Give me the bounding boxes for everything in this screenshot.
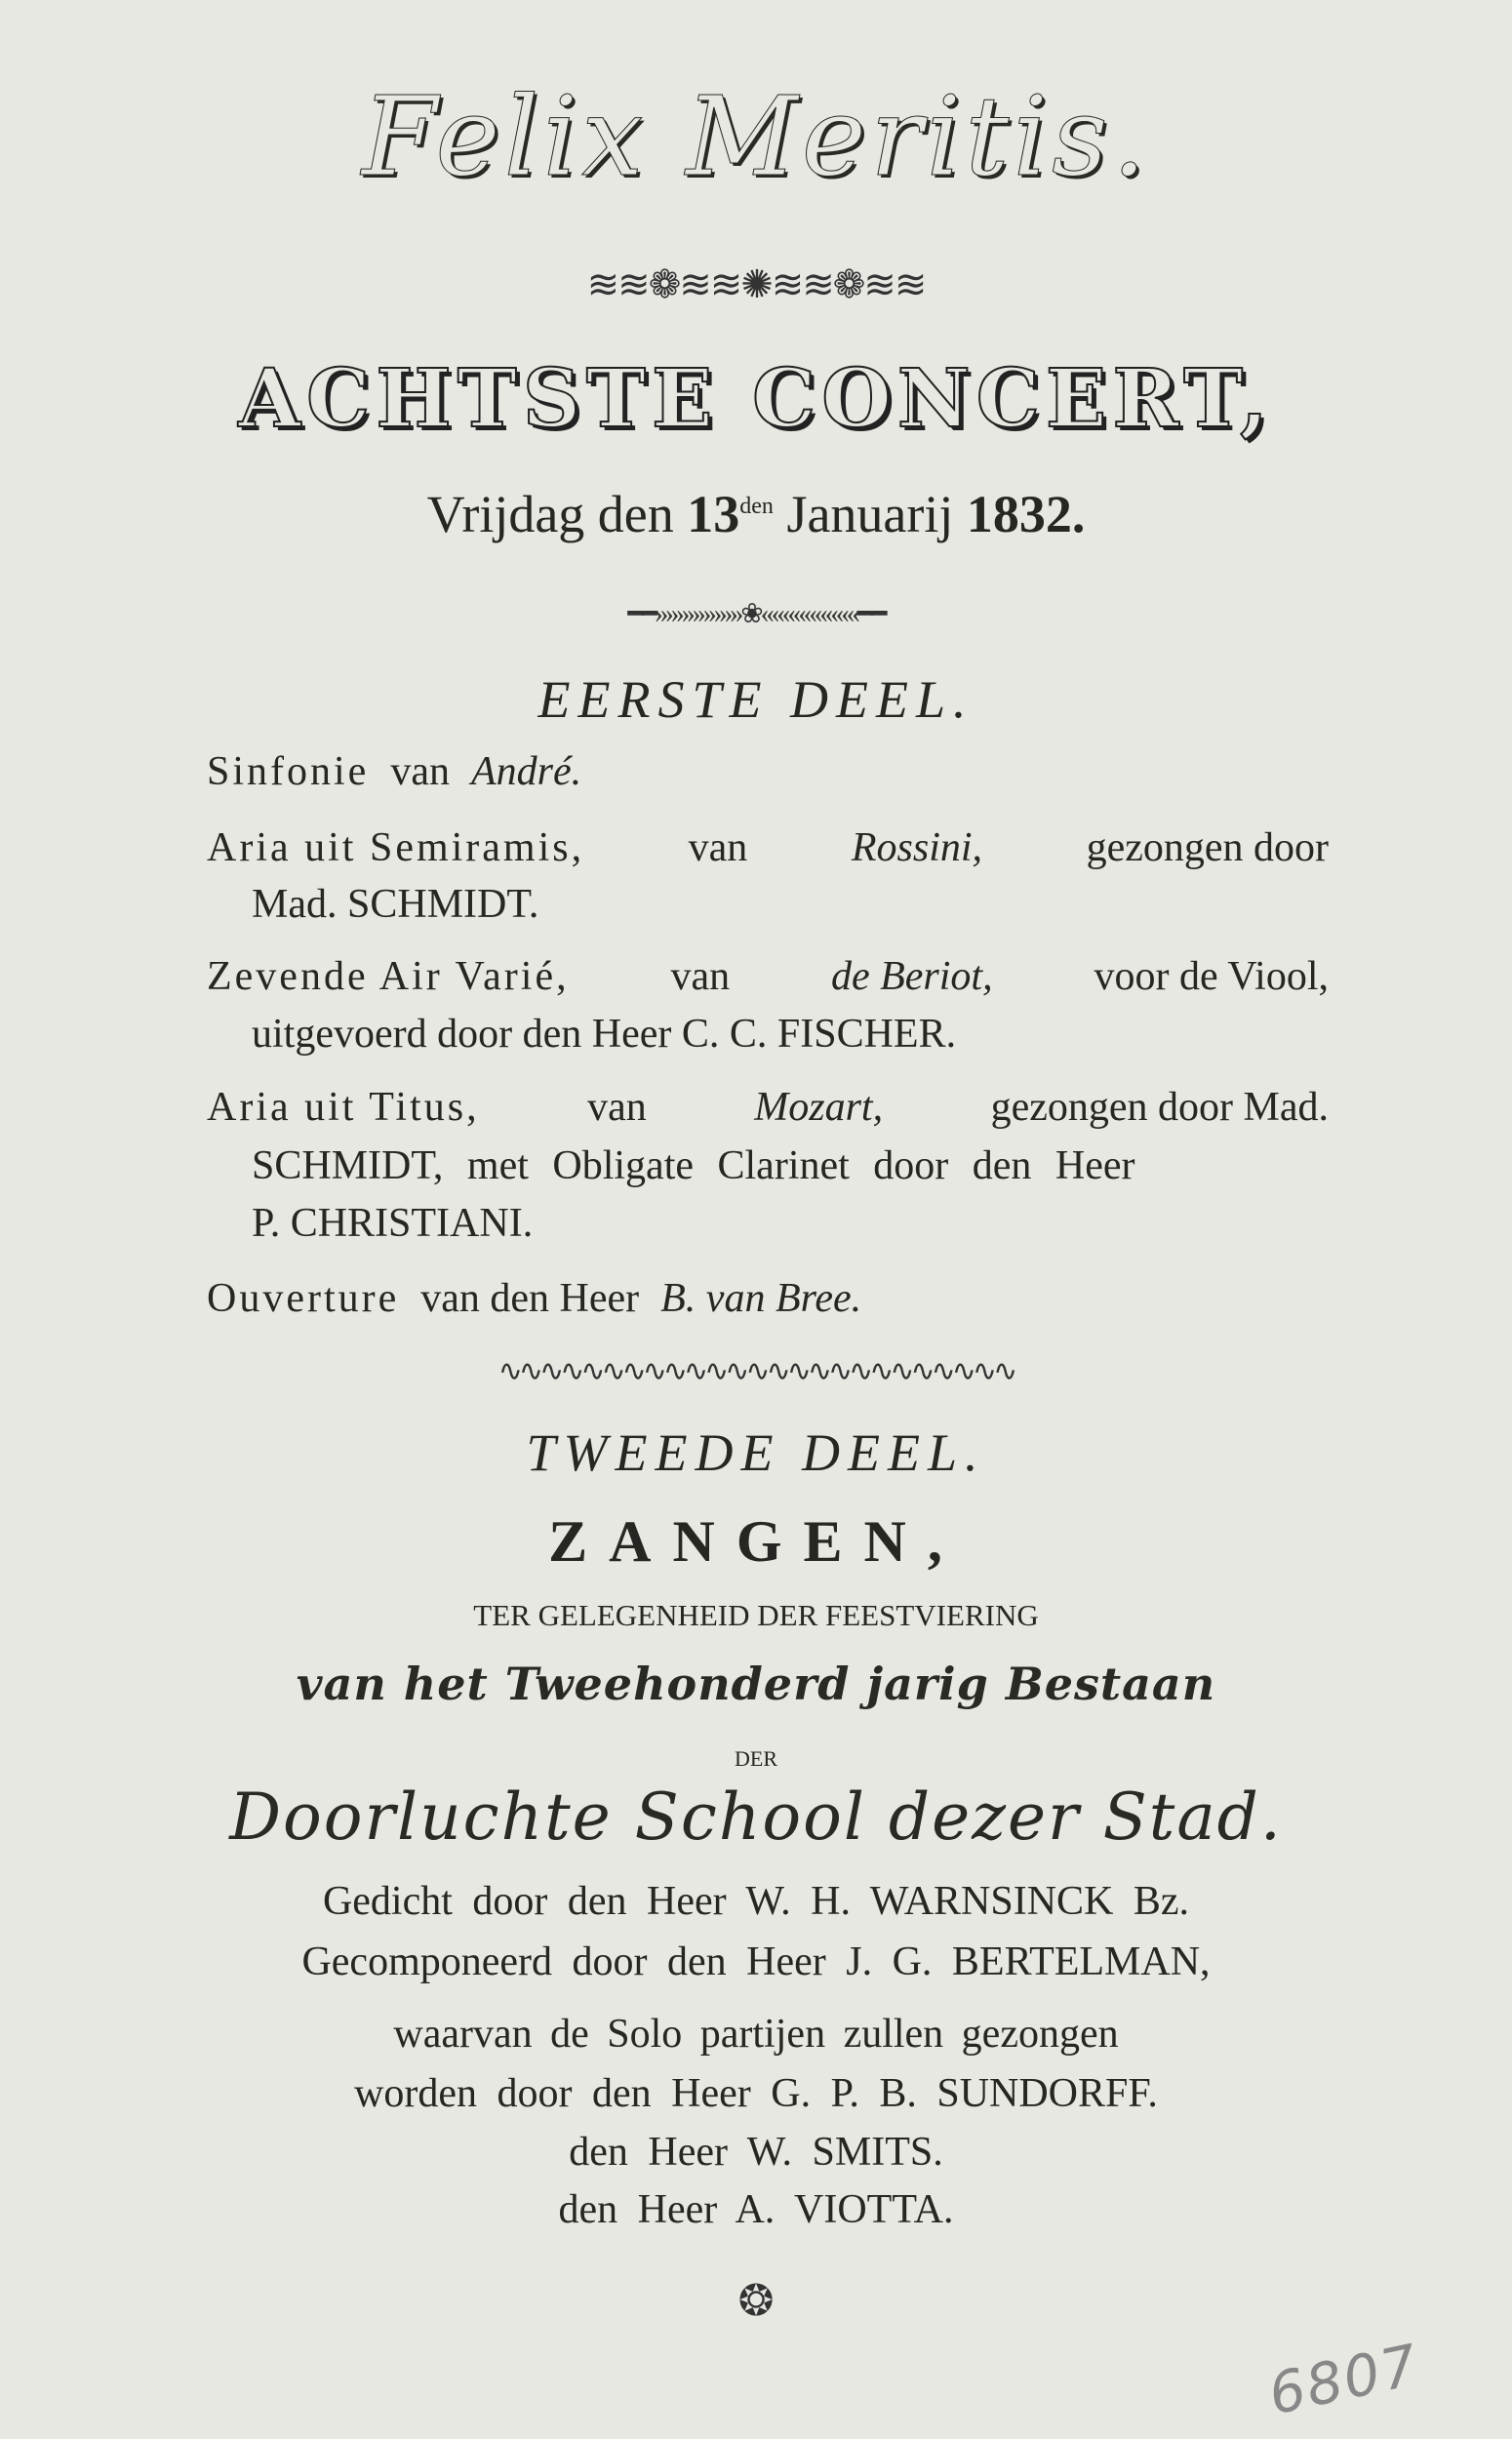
school-line: Doorluchte School dezer Stad. [229, 1779, 1283, 1855]
piece: Aria uit Semiramis, [207, 825, 585, 870]
credit-line: den Heer W. SMITS. [569, 2130, 943, 2175]
program-item-cont: SCHMIDT, met Obligate Clarinet door den Heer [252, 1143, 1135, 1188]
der-text: DER [735, 1746, 777, 1771]
performer-text: voor de Viool, [1094, 954, 1329, 999]
date-day: 13 [687, 485, 740, 543]
word: van [688, 825, 748, 870]
program-item [207, 956, 1329, 997]
composer: Mozart, [754, 1085, 884, 1130]
performer-text: gezongen door [1086, 825, 1329, 870]
piece: Sinfonie [207, 749, 370, 794]
program-item [207, 827, 1329, 868]
credit-line: Gedicht door den Heer W. H. WARNSINCK Bz. [322, 1879, 1190, 1924]
star-ornament-icon: ❂ [737, 2277, 775, 2325]
program-item-cont: uitgevoerd door den Heer C. C. FISCHER. [252, 1012, 957, 1057]
composer: Rossini, [851, 825, 983, 870]
credit-line: worden door den Heer G. P. B. SUNDORFF. [354, 2071, 1158, 2116]
blackletter-line: van het Tweehonderd jarig Bestaan [296, 1658, 1216, 1710]
program-item-cont: Mad. SCHMIDT. [252, 882, 539, 927]
piece: Zevende Air Varié, [207, 954, 570, 999]
ornament-divider: ━━»»»»»»»»❀«««««««««━━ [627, 599, 885, 629]
program-item [207, 1087, 1329, 1128]
handwritten-annotation: 6807 [1262, 2331, 1425, 2428]
part1-heading: EERSTE DEEL. [537, 670, 975, 729]
piece: Ouverture [207, 1276, 400, 1321]
program-item [207, 751, 1329, 792]
concert-title: ACHTSTE CONCERT, [238, 352, 1274, 446]
concert-date [0, 485, 1512, 543]
composer: de Beriot, [830, 954, 993, 999]
date-year: 1832. [966, 485, 1086, 543]
word: van den Heer [420, 1276, 640, 1321]
performer-text: gezongen door Mad. [990, 1085, 1329, 1130]
date-month: Januarij [786, 485, 954, 543]
ornament-divider: ≋≋❁≋≋✺≋≋❁≋≋ [586, 262, 926, 306]
program-item-cont: P. CHRISTIANI. [252, 1201, 534, 1246]
word: van [390, 749, 450, 794]
composer: B. van Bree. [660, 1276, 862, 1321]
date-day-suffix: den [739, 494, 774, 519]
word: van [587, 1085, 647, 1130]
occasion-text: TER GELEGENHEID DER FEESTVIERING [473, 1598, 1039, 1632]
date-prefix: Vrijdag den [426, 485, 674, 543]
credit-line: Gecomponeerd door den Heer J. G. BERTELMAN, [301, 1939, 1211, 1984]
piece: Aria uit Titus, [207, 1085, 480, 1130]
word: van [670, 954, 731, 999]
program-item [207, 1278, 1329, 1319]
part2-heading: TWEEDE DEEL. [526, 1423, 986, 1482]
title-felix-meritis: Felix Meritis. [361, 74, 1151, 201]
credit-line: den Heer A. VIOTTA. [558, 2187, 954, 2232]
wavy-divider: ∿∿∿∿∿∿∿∿∿∿∿∿∿∿∿∿∿∿∿∿∿∿∿∿∿ [497, 1355, 1015, 1387]
credit-line: waarvan de Solo partijen zullen gezongen [393, 2012, 1119, 2057]
composer: André. [470, 749, 582, 794]
zangen-heading: ZANGEN, [548, 1509, 964, 1574]
